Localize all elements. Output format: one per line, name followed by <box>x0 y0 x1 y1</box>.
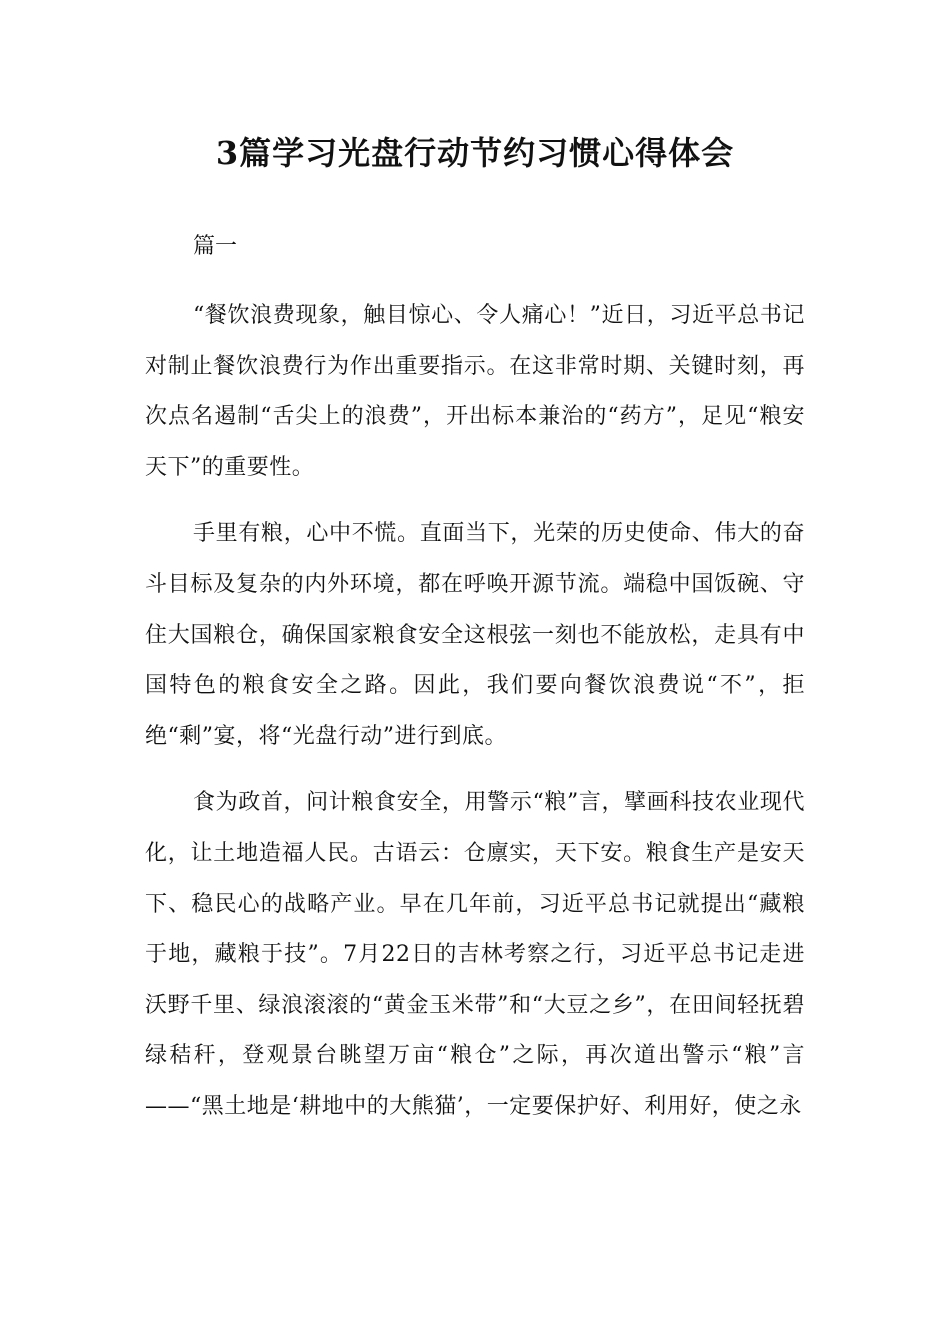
paragraph-2: 手里有粮，心中不慌。直面当下，光荣的历史使命、伟大的奋斗目标及复杂的内外环境，都在呼唤开源节流。端稳中国饭碗、守住大国粮仓，确保国家粮食安全这根弦一刻也不能放松，走具有中国特色的粮食安全之路。因此，我们要向餐饮浪费说“不”，拒绝“剩”宴，将“光盘行动”进行到底。 <box>145 521 805 749</box>
paragraph-3: 食为政首，问计粮食安全，用警示“粮”言，擘画科技农业现代化，让土地造福人民。古语云：仓廪实，天下安。粮食生产是安天下、稳民心的战略产业。早在几年前，习近平总书记就提出“藏粮于地，藏粮于技”。7月22日的吉林考察之行，习近平总书记走进沃野千里、绿浪滚滚的“黄金玉米带”和“大豆之乡”，在田间轻抚碧绿秸秆，登观景台眺望万亩“粮仓”之际，再次道出警示“粮”言——“黑土地是‘耕地中的大熊猫’，一定要保护好、利用好，使之永 <box>145 790 805 1119</box>
section-label: 篇一 <box>193 234 238 259</box>
document-title: 3篇学习光盘行动节约习惯心得体会 <box>215 134 735 172</box>
document-body <box>145 222 805 1149</box>
paragraph-1: “餐饮浪费现象，触目惊心、令人痛心！”近日，习近平总书记对制止餐饮浪费行为作出重要指示。在这非常时期、关键时刻，再次点名遏制“舌尖上的浪费”，开出标本兼治的“药方”，足见“粮安天下”的重要性。 <box>145 303 805 480</box>
